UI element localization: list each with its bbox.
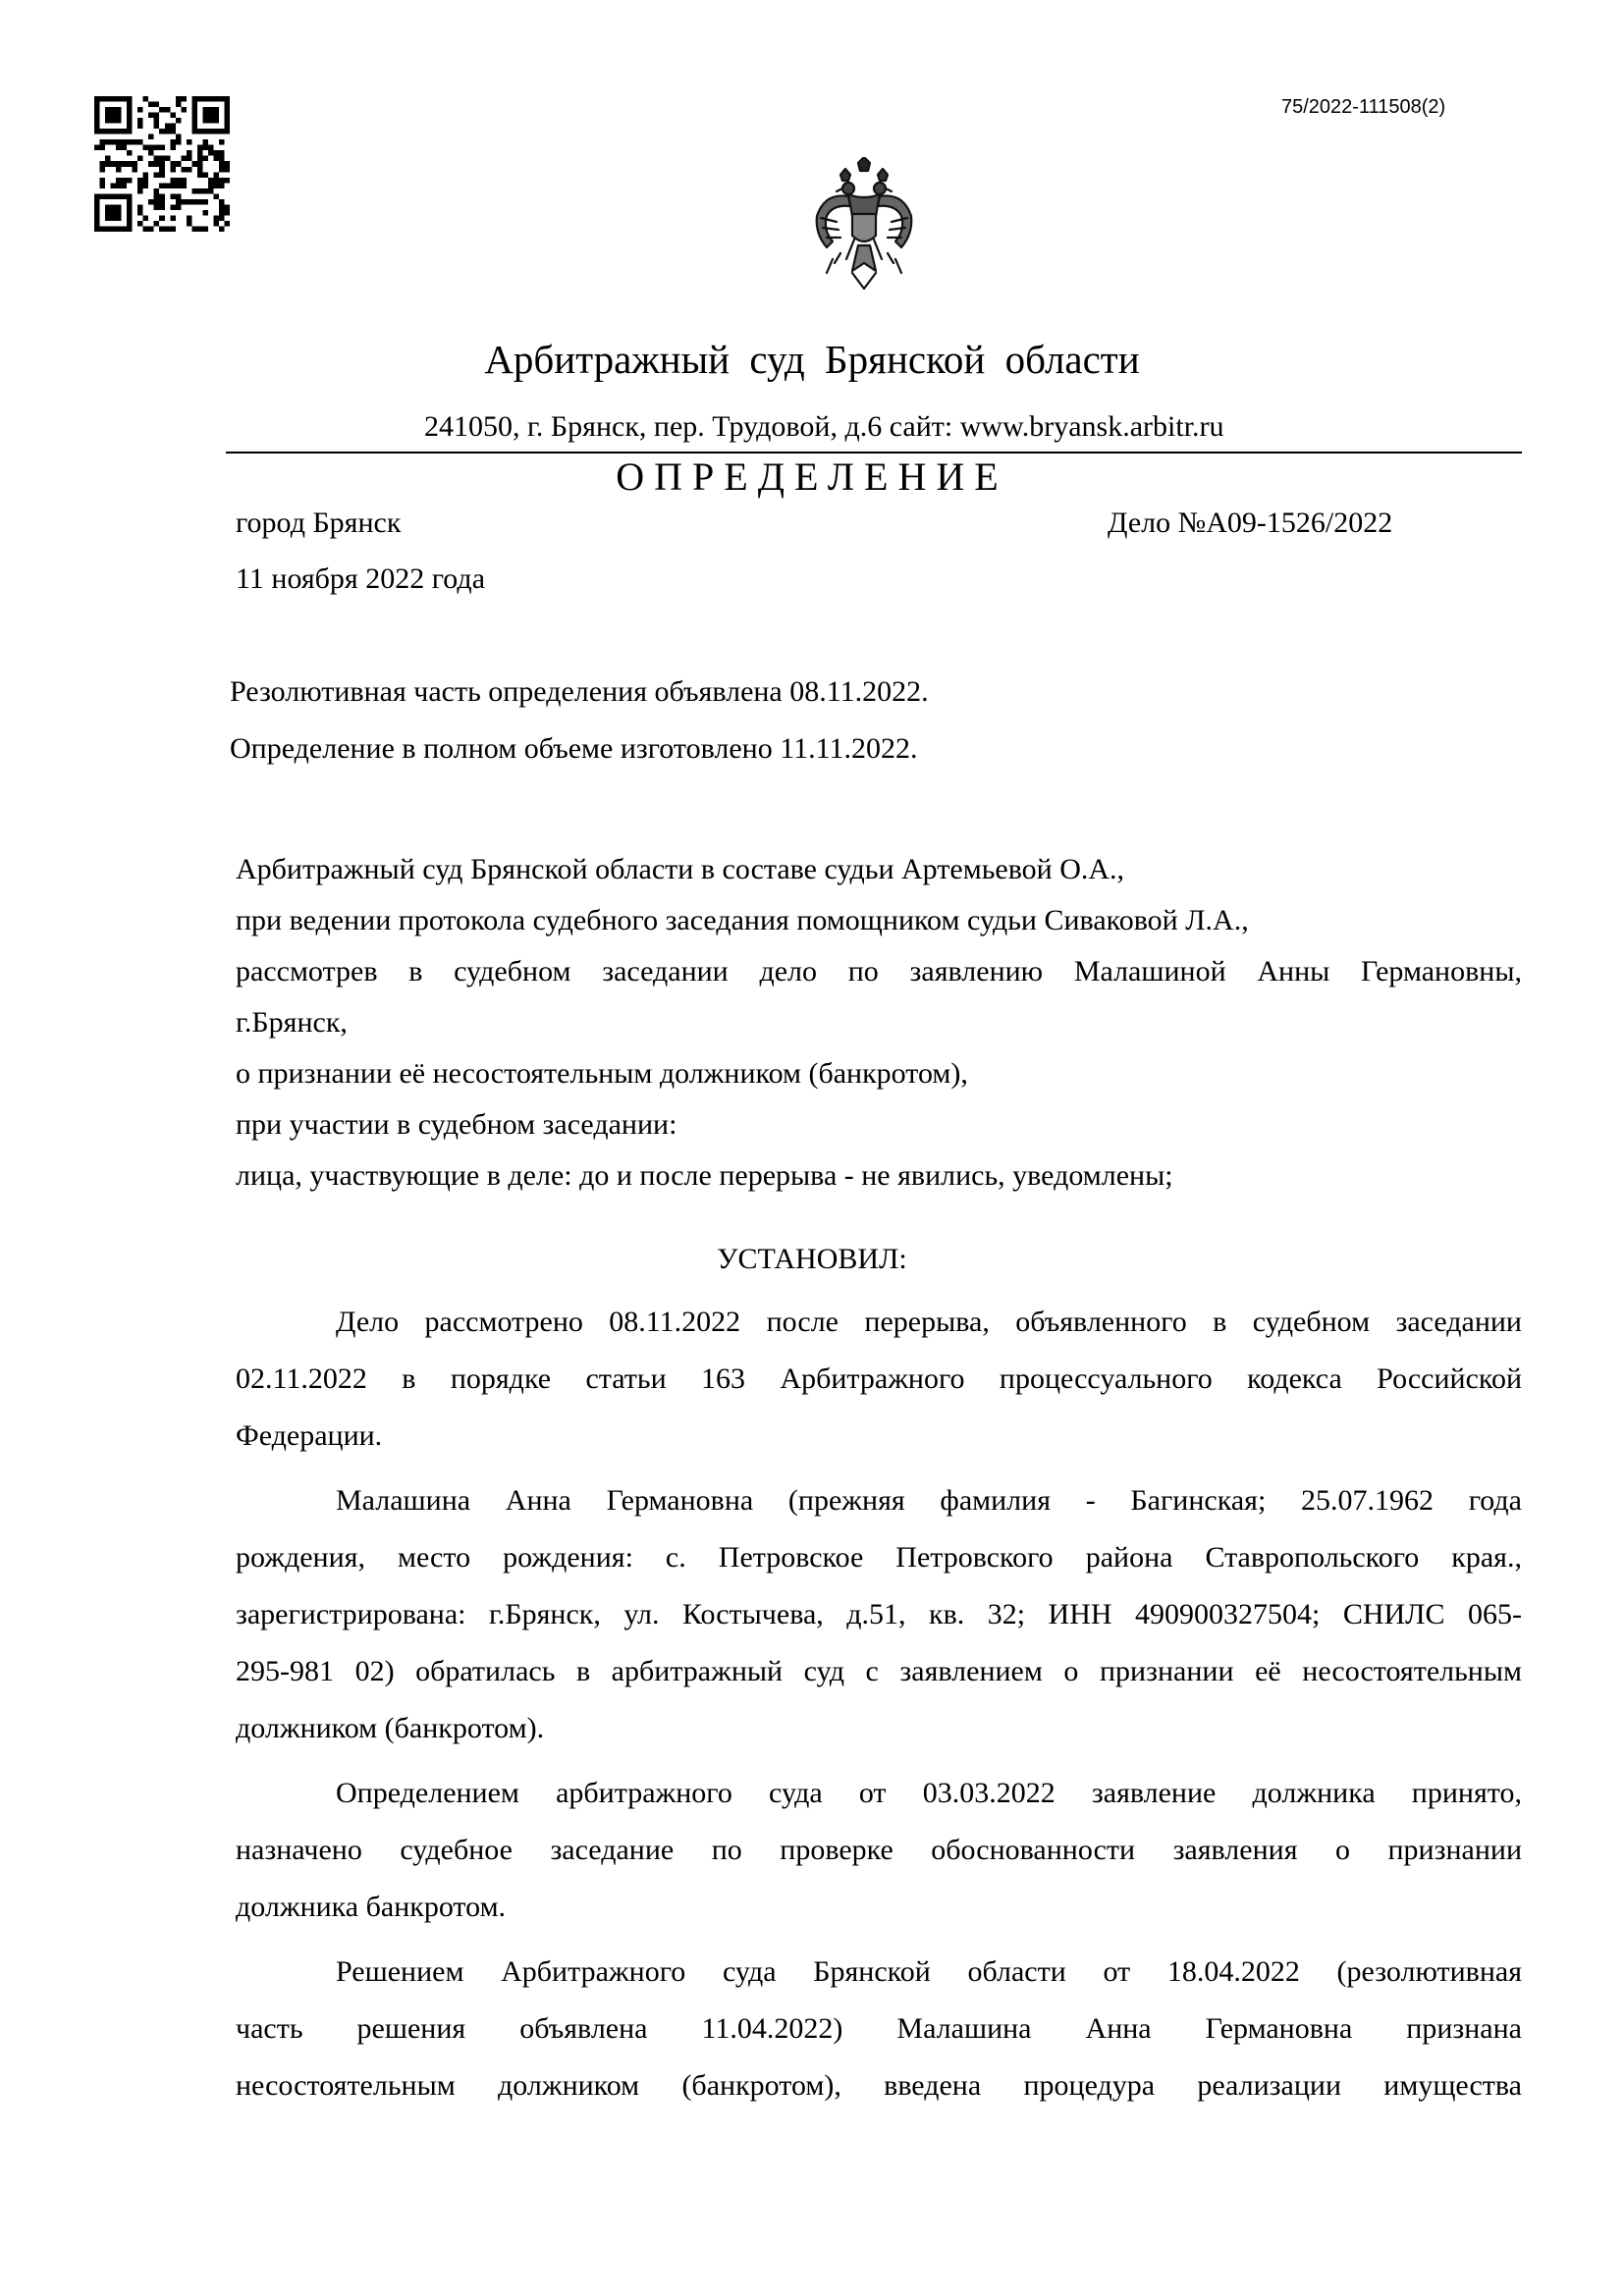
paragraph-line: должником (банкротом). [236,1712,545,1744]
intro-line: при ведении протокола судебного заседания помощником судьи Сиваковой Л.А., [236,904,1249,936]
resolution-line: Резолютивная часть определения объявлена 08.11.2022. [230,675,929,708]
paragraph [236,1944,1522,2114]
paragraph-line: часть решения объявлена 11.04.2022) Малашина Анна Германовна признана [236,2012,1522,2045]
paragraph [236,1765,1522,1936]
paragraph-line: зарегистрирована: г.Брянск, ул. Костычева, д.51, кв. 32; ИНН 490900327504; СНИЛС 065- [236,1598,1522,1630]
paragraph-line: Решением Арбитражного суда Брянской области от 18.04.2022 (резолютивная [336,1955,1522,1988]
paragraph-line: 295-981 02) обратилась в арбитражный суд с заявлением о признании её несостоятельным [236,1655,1522,1687]
resolution-line: Определение в полном объеме изготовлено 11.11.2022. [230,732,918,765]
case-number: Дело №А09-1526/2022 [1108,507,1393,539]
paragraph [236,1294,1522,1465]
paragraph-line: 02.11.2022 в порядке статьи 163 Арбитражного процессуального кодекса Российской [236,1362,1522,1395]
document-date: 11 ноября 2022 года [236,562,486,595]
paragraph-line: Определением арбитражного суда от 03.03.2022 заявление должника принято, [336,1777,1522,1809]
paragraph-line: рождения, место рождения: с. Петровское Петровского района Ставропольского края., [236,1541,1522,1574]
paragraph-line: Малашина Анна Германовна (прежняя фамилия - Багинская; 25.07.1962 года [336,1484,1522,1517]
intro-line: г.Брянск, [236,1006,348,1039]
document-type: ОПРЕДЕЛЕНИЕ [616,454,1008,499]
paragraph-line: Дело рассмотрено 08.11.2022 после перерыва, объявленного в судебном заседании [336,1306,1522,1338]
document-number: 75/2022-111508(2) [1281,96,1446,118]
paragraph [236,1472,1522,1757]
paragraph-line: Федерации. [236,1419,383,1452]
court-address: 241050, г. Брянск, пер. Трудовой, д.6 сайт: www.bryansk.arbitr.ru [424,410,1224,443]
intro-line: Арбитражный суд Брянской области в составе судьи Артемьевой О.А., [236,853,1125,885]
intro-line: при участии в судебном заседании: [236,1108,677,1141]
paragraph-line: должника банкротом. [236,1891,507,1923]
paragraph-line: несостоятельным должником (банкротом), введена процедура реализации имущества [236,2069,1522,2102]
city: город Брянск [236,507,402,539]
document-body [236,1294,1522,2122]
intro-line: лица, участвующие в деле: до и после перерыва - не явились, уведомлены; [236,1159,1173,1192]
intro-line: рассмотрев в судебном заседании дело по заявлению Малашиной Анны Германовны, [236,955,1522,988]
qr-code-icon [94,96,230,232]
coat-of-arms-icon [811,157,917,291]
section-title: УСТАНОВИЛ: [717,1243,907,1275]
intro-line: о признании её несостоятельным должником (банкротом), [236,1057,968,1090]
court-name: Арбитражный суд Брянской области [484,337,1140,382]
paragraph-line: назначено судебное заседание по проверке обоснованности заявления о признании [236,1834,1522,1866]
intro-block [236,844,1522,1201]
